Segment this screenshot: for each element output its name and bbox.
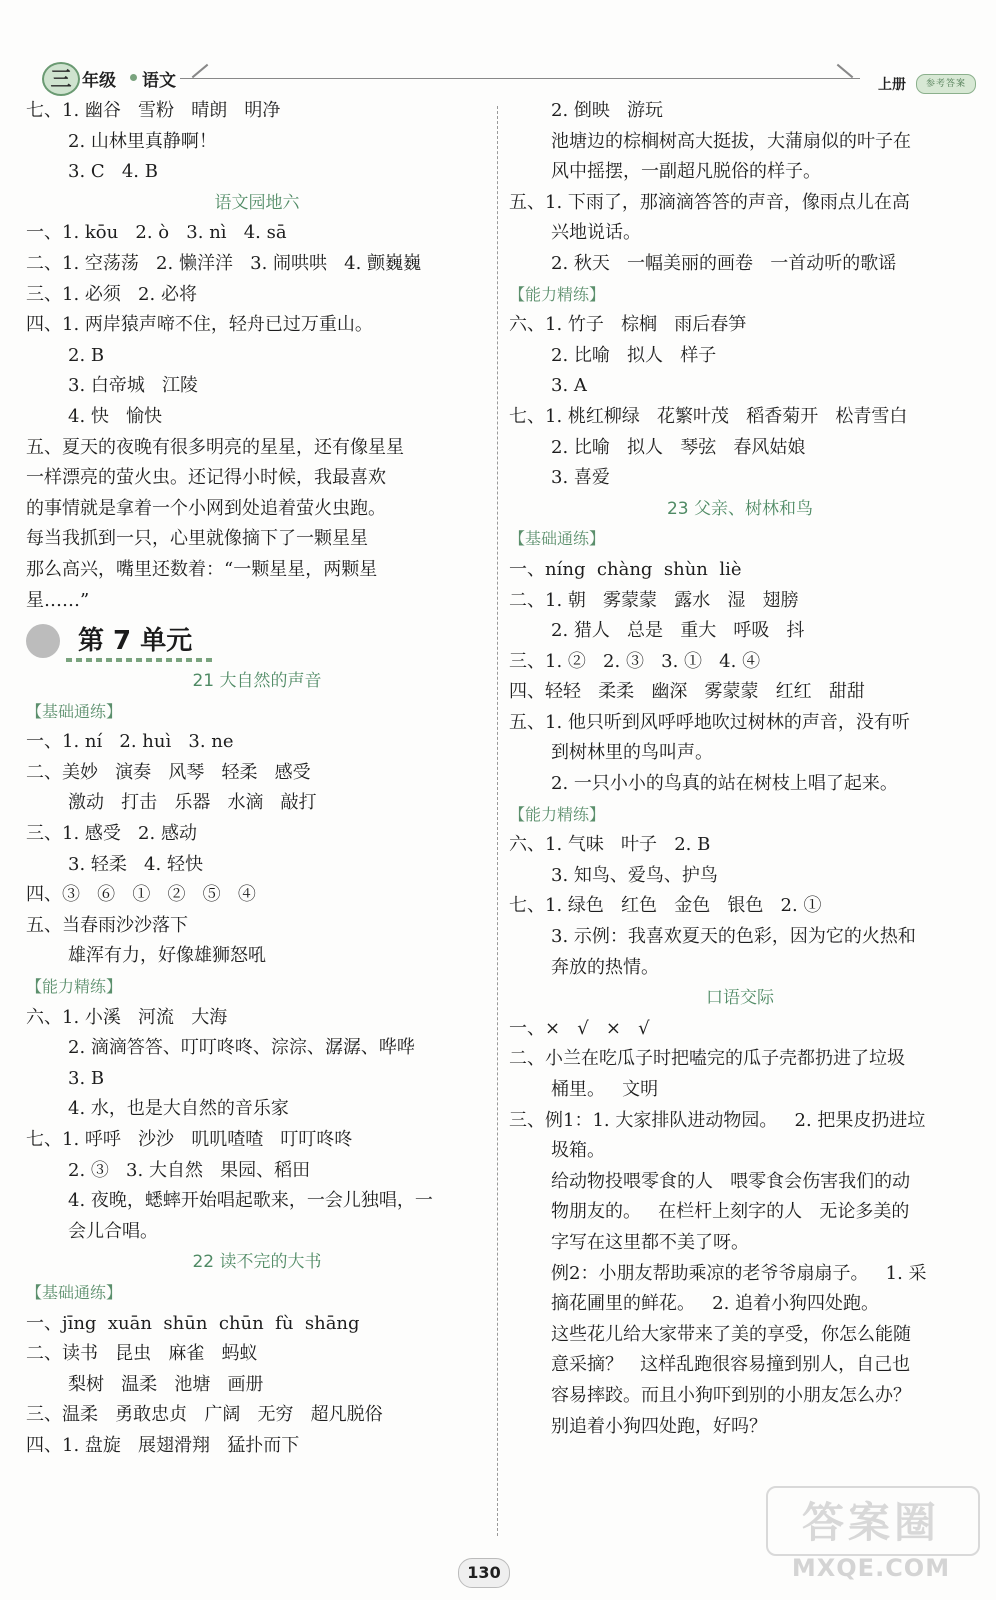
answer-line: 二、1. 空荡荡 2. 懒洋洋 3. 闹哄哄 4. 颤巍巍: [26, 252, 422, 274]
answer-line: 别追着小狗四处跑，好吗？: [551, 1415, 767, 1437]
answer-line: 2. 比喻 拟人 琴弦 春风姑娘: [551, 436, 806, 458]
practice-label: 【基础通练】: [26, 701, 123, 721]
answer-line: 四、轻轻 柔柔 幽深 雾蒙蒙 红红 甜甜: [509, 681, 865, 703]
answer-line: 3. A: [551, 375, 587, 397]
unit-title: 第 7 单元: [78, 626, 193, 657]
answer-line: 物朋友的。 在栏杆上刻字的人 无论多美的: [551, 1201, 910, 1223]
answer-line: 一、× √ × √: [509, 1017, 650, 1039]
answer-line: 激动 打击 乐器 水滴 敲打: [68, 792, 317, 814]
answer-line: 五、1. 下雨了，那滴滴答答的声音，像雨点儿在高: [509, 191, 910, 213]
answer-line: 每当我抓到一只，心里就像摘下了一颗星星: [26, 528, 368, 550]
answer-line: 三、例1：1. 大家排队进动物园。 2. 把果皮扔进垃: [509, 1109, 926, 1131]
answer-line: 二、小兰在吃瓜子时把嗑完的瓜子壳都扔进了垃圾: [509, 1048, 905, 1070]
answer-line: 圾箱。: [551, 1140, 605, 1162]
answer-line: 一、1. ní 2. huì 3. ne: [26, 731, 234, 753]
answer-line: 六、1. 小溪 河流 大海: [26, 1006, 228, 1028]
section-title: 语文园地六: [214, 192, 300, 213]
answer-line: 一、1. kōu 2. ò 3. nì 4. sā: [26, 222, 287, 244]
answer-line: 那么高兴，嘴里还数着：“一颗星星，两颗星: [26, 558, 378, 580]
answer-line: 二、美妙 演奏 风琴 轻柔 感受: [26, 761, 311, 783]
practice-label: 【能力精练】: [26, 977, 123, 997]
answer-badge: 参考答案: [916, 74, 976, 94]
answer-line: 兴地说话。: [551, 222, 641, 244]
answer-line: 四、③ ⑥ ① ② ⑤ ④: [26, 884, 256, 906]
answer-line: 奔放的热情。: [551, 956, 659, 978]
watermark-logo: [766, 1486, 976, 1592]
answer-line: 摘花圃里的鲜花。 2. 追着小狗四处跑。: [551, 1293, 880, 1315]
answer-line: 2. 秋天 一幅美丽的画卷 一首动听的歌谣: [551, 252, 897, 274]
answer-line: 3. 轻柔 4. 轻快: [68, 853, 203, 875]
answer-line: 3. 白帝城 江陵: [68, 375, 199, 397]
answer-line: 七、1. 呼呼 沙沙 叽叽喳喳 叮叮咚咚: [26, 1129, 353, 1150]
watermark-url: MXQE.COM: [791, 1554, 951, 1582]
separator-dot-icon: [130, 74, 137, 81]
answer-line: 这些花儿给大家带来了美的享受，你怎么能随: [551, 1323, 911, 1345]
header-rule-right-accent: [837, 64, 854, 78]
answer-line: 三、1. 必须 2. 必将: [26, 283, 197, 305]
answer-line: 五、夏天的夜晚有很多明亮的星星，还有像星星: [26, 436, 404, 458]
answer-line: 意采摘？ 这样乱跑很容易撞到别人，自己也: [551, 1354, 911, 1376]
answer-line: 2. 滴滴答答、叮叮咚咚、淙淙、潺潺、哗哗: [68, 1037, 415, 1059]
answer-line: 梨树 温柔 池塘 画册: [68, 1373, 264, 1395]
answer-line: 四、1. 盘旋 展翅滑翔 猛扑而下: [26, 1434, 300, 1456]
answer-line: 2. 一只小小的鸟真的站在树枝上唱了起来。: [551, 773, 898, 795]
section-title: 21 大自然的声音: [192, 671, 322, 692]
grade-label: 年级: [82, 71, 116, 91]
answer-line: 七、1. 桃红柳绿 花繁叶茂 稻香菊开 松青雪白: [509, 405, 908, 427]
answer-line: 二、1. 朝 雾蒙蒙 露水 湿 翅膀: [509, 589, 799, 611]
answer-line: 2. 猎人 总是 重大 呼吸 抖: [551, 620, 805, 642]
answer-line: 六、1. 竹子 棕榈 雨后春笋: [509, 314, 747, 336]
answer-line: 容易摔跤。而且小狗吓到别的小朋友怎么办？: [551, 1384, 911, 1406]
answer-line: 的事情就是拿着一个小网到处追着萤火虫跑。: [26, 497, 386, 519]
answer-line: 2. B: [68, 344, 105, 366]
answer-line: 四、1. 两岸猿声啼不住，轻舟已过万重山。: [26, 314, 373, 336]
answer-line: 三、1. 感受 2. 感动: [26, 823, 197, 845]
answer-line: 字写在这里都不美了呀。: [551, 1231, 749, 1253]
answer-line: 风中摇摆，一副超凡脱俗的样子。: [551, 161, 821, 183]
left-column: [26, 96, 488, 1462]
answer-line: 到树林里的鸟叫声。: [551, 742, 713, 764]
answer-line: 二、读书 昆虫 麻雀 蚂蚁: [26, 1343, 258, 1365]
subject-label: 语文: [142, 71, 176, 91]
answer-line: 例2：小朋友帮助乘凉的老爷爷扇扇子。 1. 采: [551, 1262, 927, 1284]
answer-line: 2. 倒映 游玩: [551, 100, 664, 121]
right-column: [509, 96, 971, 1442]
answer-line: 雄浑有力，好像雄狮怒吼: [68, 945, 266, 967]
answer-line: 3. 喜爱: [551, 467, 610, 489]
answer-line: 3. 示例：我喜欢夏天的色彩，因为它的火热和: [551, 926, 916, 948]
answer-line: 一、níng chàng shùn liè: [509, 558, 742, 580]
answer-line: 会儿合唱。: [68, 1220, 158, 1242]
answer-line: 三、温柔 勇敢忠贞 广阔 无穷 超凡脱俗: [26, 1404, 383, 1426]
header-rule: [180, 78, 860, 79]
answer-line: 一、jīng xuān shūn chūn fù shāng: [26, 1312, 360, 1334]
watermark-text: 答案圈: [801, 1498, 940, 1547]
answer-line: 给动物投喂零食的人 喂零食会伤害我们的动: [551, 1170, 911, 1192]
answer-line: 3. B: [68, 1067, 105, 1089]
answer-line: 4. 夜晚，蟋蟀开始唱起歌来，一会儿独唱，一: [68, 1190, 433, 1212]
practice-label: 【能力精练】: [509, 284, 606, 304]
answer-line: 七、1. 幽谷 雪粉 晴朗 明净: [26, 100, 281, 121]
answer-line: 七、1. 绿色 红色 金色 银色 2. ①: [509, 895, 822, 917]
header-rule-left-accent: [192, 64, 209, 78]
answer-line: 一样漂亮的萤火虫。还记得小时候，我最喜欢: [26, 467, 386, 489]
unit-circle-icon: [26, 624, 60, 658]
answer-line: 六、1. 气味 叶子 2. B: [509, 834, 711, 856]
section-title: 22 读不完的大书: [192, 1252, 322, 1273]
answer-line: 3. 知鸟、爱鸟、护鸟: [551, 864, 718, 886]
unit-underline: [66, 658, 216, 662]
practice-label: 【能力精练】: [509, 804, 606, 824]
answer-line: 2. 比喻 拟人 样子: [551, 344, 717, 366]
answer-line: 三、1. ② 2. ③ 3. ① 4. ④: [509, 650, 761, 672]
answer-line: 4. 快 愉快: [68, 405, 163, 427]
section-title: 口语交际: [706, 988, 774, 1009]
volume-label: 上册: [878, 77, 906, 93]
answer-line: 星……”: [26, 589, 90, 611]
answer-line: 4. 水，也是大自然的音乐家: [68, 1098, 289, 1120]
answer-line: 2. 山林里真静啊！: [68, 130, 217, 152]
page-header: [0, 0, 996, 100]
answer-line: 五、当春雨沙沙落下: [26, 914, 188, 936]
answer-line: 池塘边的棕榈树高大挺拔，大蒲扇似的叶子在: [551, 130, 911, 152]
column-divider: [497, 106, 498, 1536]
page-number: 130: [458, 1558, 510, 1588]
answer-line: 五、1. 他只听到风呼呼地吹过树林的声音，没有听: [509, 711, 910, 733]
answer-line: 桶里。 文明: [551, 1079, 659, 1100]
unit-banner: [26, 616, 488, 666]
answer-line: 3. C 4. B: [68, 161, 158, 183]
grade-badge: 三: [42, 62, 80, 96]
answer-line: 2. ③ 3. 大自然 果园、稻田: [68, 1159, 311, 1181]
section-title: 23 父亲、树林和鸟: [666, 498, 814, 519]
practice-label: 【基础通练】: [509, 529, 606, 549]
practice-label: 【基础通练】: [26, 1282, 123, 1302]
